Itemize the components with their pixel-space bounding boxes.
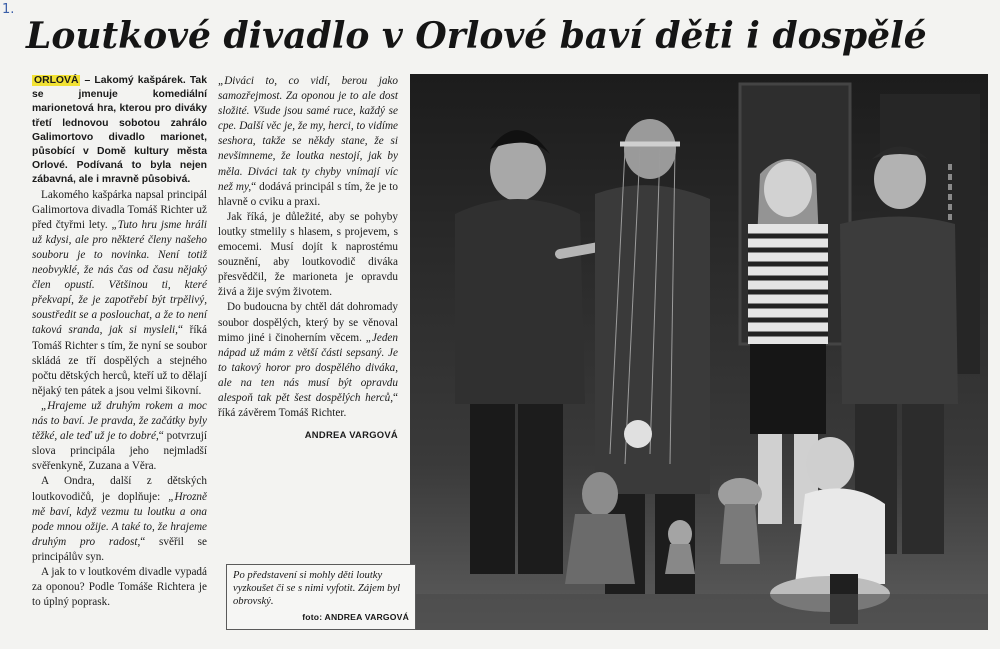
article-column-2 (218, 74, 398, 442)
photo-credit: foto: ANDREA VARGOVÁ (302, 612, 409, 622)
quote: „Tuto hru jsme hráli už kdysi, ale pro některé členy našeho souboru je to novinka. Není totiž neobvyklé, že nás čas od času nějaký člen opustí. Většinou ti, které překvapí, že je zapotřebí být trpělivý, soustředit se a poslouchat, a že to není taková sranda, jak si mysleli, (32, 218, 207, 337)
quote: „Diváci to, co vidí, berou jako samozřejmost. Za oponou je to ale dost složité. Všude jsou samé ruce, každý se cpe. Další věc je, že my, herci, to vidíme seshora, takže se někdy stane, že si nevšimneme, že loutka nestojí, jak by měla. Diváci tak ty chyby vnímají víc než my, (218, 75, 398, 193)
paragraph: Lakomého kašpárka napsal principál Galimortova divadla Tomáš Richter už před čtyřmi lety. „Tuto hru jsme hráli už kdysi, ale pro některé členy našeho souboru je to novinka. Není totiž neobvyklé, že nás čas od času nějaký člen opustí. Většinou ti, které překvapí, že je zapotřebí být trpělivý, soustředit se a poslouchat, a že to není taková sranda, jak si mysleli,“ říká Tomáš Richter s tím, že nyní se soubor skládá ze tří dospělých a stejného počtu dětských herců, kteří už to dělají nějaký ten pátek a jsou velmi šikovní. (32, 188, 207, 397)
puppet-theatre-photo (410, 74, 988, 630)
caption-text: Po představení si mohly děti loutky vyzkoušet či se s nimi vyfotit. Zájem byl obrovský. (233, 570, 401, 607)
paragraph: A Ondra, další z dětských loutkovodičů, je doplňuje: „Hrozně mě baví, když vezmu tu loutku a ona pode mnou ožije. A také to, že hrajeme druhým pro radost,“ svěřil se principálův syn. (32, 475, 207, 563)
photo-illustration (410, 74, 988, 630)
quote: „Jeden nápad už mám z větší části sepsaný. Je to takový horor pro dospělého diváka, ale na ten nás musí být opravdu alespoň tak pět šest dospělých herců, (218, 331, 398, 404)
page-number: 1. (2, 2, 15, 17)
quote: „Hrajeme už druhým rokem a moc nás to baví. Je pravda, že začátky byly těžké, ale teď už je to dobré, (32, 399, 207, 443)
paragraph: „Diváci to, co vidí, berou jako samozřejmost. Za oponou je to ale dost složité. Všude jsou samé ruce, každý se cpe. Další věc je, že my, herci, to vidíme seshora, takže se někdy stane, že si nevšimneme, že loutka nestojí, jak by měla. Diváci tak ty chyby vnímají víc než my,“ dodává principál s tím, že je to hlavně o cviku a praxi. (218, 75, 399, 208)
quote: „Hrozně mě baví, když vezmu tu loutku a ona pode mnou ožije. A také to, že hrajeme druhým pro radost, (32, 490, 207, 548)
photo-caption (226, 564, 416, 630)
byline: ANDREA VARGOVÁ (304, 429, 398, 441)
paragraph: „Hrajeme už druhým rokem a moc nás to baví. Je pravda, že začátky byly těžké, ale teď už je to dobré,“ potvrzují slova principála jeho nejmladší svěřenkyně, Zuzana a Věra. (32, 399, 208, 473)
article-column-1 (32, 74, 207, 610)
paragraph: Do budoucna by chtěl dát dohromady soubor dospělých, který by se věnoval mimo jiné i činoherním věcem. „Jeden nápad už mám z větší části sepsaný. Je to takový horor pro dospělého diváka, ale na ten nás musí být opravdu alespoň tak pět šest dospělých herců,“ říká závěrem Tomáš Richter. (218, 301, 398, 420)
lead-paragraph (32, 74, 207, 188)
paragraph: A jak to v loutkovém divadle vypadá za oponou? Podle Tomáše Richtera je to úplný poprask. (32, 565, 207, 609)
lead-text: – Lakomý kašpárek. Tak se jmenuje komediální marionetová hra, kterou pro diváky třetí lednovou sobotou zahrálo Galimortovo divadlo marionet, působící v Domě kultury města Orlové. Podívaná to byla nejen zábavná, ale i mravně působivá. (32, 75, 207, 186)
dateline: ORLOVÁ (34, 75, 79, 86)
headline: Loutkové divadlo v Orlové baví děti i dospělé (26, 15, 927, 57)
paragraph: Jak říká, je důležité, aby se pohyby loutky stmelily s hlasem, s projevem, s emocemi. Musí dojít k naprostému souznění, aby loutkovodič diváka přesvědčil, že marioneta je opravdu živá a žije svým životem. (218, 210, 398, 299)
